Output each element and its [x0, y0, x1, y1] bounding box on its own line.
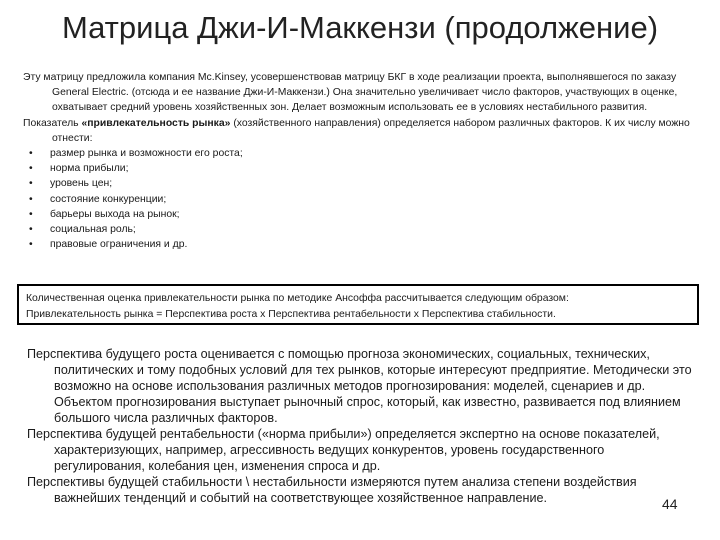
p2-suffix: (хозяйственного направления) определяется набором различных факторов. К их числу можно отнести:	[52, 117, 690, 144]
list-item	[23, 207, 703, 222]
intro-section	[23, 70, 703, 252]
bullet-icon: •	[29, 208, 33, 220]
list-item	[23, 237, 703, 252]
market-attractiveness-term: «привлекательность рынка»	[81, 117, 231, 129]
slide-title: Матрица Джи-И-Маккензи (продолжение)	[61, 10, 659, 45]
market-attractiveness-paragraph	[23, 116, 703, 146]
list-item-text: правовые ограничения и др.	[50, 239, 188, 251]
bullet-icon: •	[29, 224, 33, 236]
p2-prefix: Показатель	[23, 117, 82, 129]
list-item	[23, 222, 703, 237]
bullet-icon: •	[29, 178, 33, 190]
stability-perspective-paragraph: Перспективы будущей стабильности \ нестабильности измеряются путем анализа степени воздействия важнейших тенденций и событий на соответствующее хозяйственное направление.	[27, 475, 637, 505]
bullet-icon: •	[29, 163, 33, 175]
factor-list	[23, 146, 703, 252]
list-item-text: социальная роль;	[50, 224, 136, 236]
list-item-text: норма прибыли;	[50, 163, 129, 175]
list-item	[23, 192, 703, 207]
perspectives-section	[27, 346, 697, 506]
bullet-icon: •	[29, 193, 33, 205]
list-item-text: барьеры выхода на рынок;	[50, 208, 180, 220]
profitability-perspective-paragraph: Перспектива будущей рентабельности («норма прибыли») определяется экспертно на основе показателей, характеризующих, например, агрессивность ведущих конкурентов, уровень государственного регулирования, колебания цен, изменения спроса и др.	[27, 427, 660, 473]
list-item	[23, 161, 703, 176]
formula-text: Привлекательность рынка = Перспектива роста х Перспектива рентабельности х Перспектива стабильности.	[26, 308, 556, 320]
bullet-icon: •	[29, 239, 33, 251]
list-item	[23, 176, 703, 191]
page-number: 44	[662, 496, 678, 512]
list-item-text: уровень цен;	[50, 178, 113, 190]
bullet-icon: •	[29, 148, 33, 160]
list-item-text: размер рынка и возможности его роста;	[50, 148, 243, 160]
growth-perspective-paragraph: Перспектива будущего роста оценивается с помощью прогноза экономических, социальных, технических, политических и тому подобных условий для тех рынков, которые интересуют предприятие. Методически это возможно на основе использования различных методов прогнозирования: моделей, сценариев и др. Объектом прогнозирования выступает рыночный спрос, который, как известно, развивается под влиянием большого числа различных факторов.	[27, 347, 692, 425]
intro-paragraph: Эту матрицу предложила компания Mc.Kinsey, усовершенствовав матрицу БКГ в ходе реализации проекта, выполнявшегося по заказу General Electric. (отсюда и ее название Джи-И-Маккензи.) Она значительно увеличивает число факторов, участвующих в оценке, охватывает средний уровень хозяйственных зон. Делает возможным использовать ее в условиях нестабильного развития.	[23, 72, 678, 114]
ansoff-formula-box	[17, 284, 699, 325]
formula-intro: Количественная оценка привлекательности рынка по методике Ансоффа рассчитывается следующим образом:	[26, 293, 569, 304]
list-item	[23, 146, 703, 161]
list-item-text: состояние конкуренции;	[50, 193, 167, 205]
